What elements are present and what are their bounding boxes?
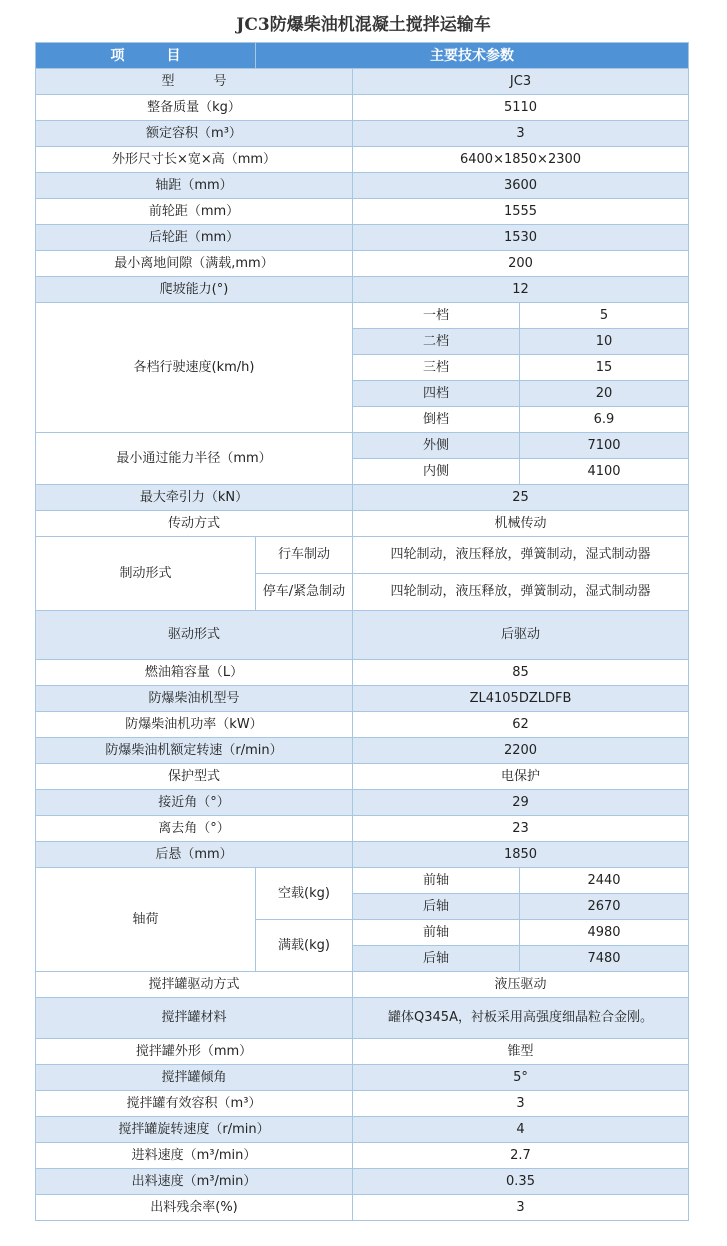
table-row <box>36 1169 689 1195</box>
table-row <box>36 790 689 816</box>
row-label: 搅拌罐材料 <box>36 998 353 1039</box>
row-label: 离去角（°） <box>36 816 353 842</box>
table-row <box>36 842 689 868</box>
row-label: 出料残余率(%) <box>36 1195 353 1221</box>
row-value: 5110 <box>353 95 689 121</box>
gear-label: 四档 <box>353 381 520 407</box>
axle-label: 前轴 <box>353 920 520 946</box>
row-value: 3600 <box>353 173 689 199</box>
row-value: 3 <box>353 1195 689 1221</box>
group-label: 最小通过能力半径（mm） <box>36 433 353 485</box>
table-row <box>36 95 689 121</box>
table-row <box>36 303 689 329</box>
brake-type-label: 行车制动 <box>256 537 353 574</box>
axle-value: 7480 <box>520 946 689 972</box>
row-label: 爬坡能力(°) <box>36 277 353 303</box>
axle-value: 4980 <box>520 920 689 946</box>
table-row <box>36 1065 689 1091</box>
row-value: 12 <box>353 277 689 303</box>
radius-label: 内侧 <box>353 459 520 485</box>
table-header-row <box>36 43 689 69</box>
table-row <box>36 511 689 537</box>
row-label: 进料速度（m³/min） <box>36 1143 353 1169</box>
row-value: 电保护 <box>353 764 689 790</box>
page-title: JC3防爆柴油机混凝土搅拌运输车 <box>236 15 491 35</box>
row-label: 额定容积（m³） <box>36 121 353 147</box>
row-value: 200 <box>353 251 689 277</box>
row-value: 机械传动 <box>353 511 689 537</box>
row-value: 1555 <box>353 199 689 225</box>
axle-label: 前轴 <box>353 868 520 894</box>
gear-label: 二档 <box>353 329 520 355</box>
row-value: 3 <box>353 121 689 147</box>
row-value: 2.7 <box>353 1143 689 1169</box>
row-label: 驱动形式 <box>36 611 353 660</box>
row-value: 罐体Q345A，衬板采用高强度细晶粒合金刚。 <box>353 998 689 1039</box>
row-label: 最大牵引力（kN） <box>36 485 353 511</box>
axle-state-label: 满载(kg) <box>256 920 353 972</box>
table-row <box>36 1143 689 1169</box>
row-label: 接近角（°） <box>36 790 353 816</box>
gear-value: 6.9 <box>520 407 689 433</box>
group-label: 制动形式 <box>36 537 256 611</box>
row-label: 整备质量（kg） <box>36 95 353 121</box>
table-row <box>36 712 689 738</box>
row-label: 防爆柴油机额定转速（r/min） <box>36 738 353 764</box>
axle-label: 后轴 <box>353 946 520 972</box>
table-row <box>36 738 689 764</box>
brake-type-label: 停车/紧急制动 <box>256 574 353 611</box>
axle-label: 后轴 <box>353 894 520 920</box>
row-value: 1850 <box>353 842 689 868</box>
row-value: 2200 <box>353 738 689 764</box>
row-value: JC3 <box>353 69 689 95</box>
row-value: 85 <box>353 660 689 686</box>
row-value: 6400×1850×2300 <box>353 147 689 173</box>
table-row <box>36 816 689 842</box>
radius-value: 7100 <box>520 433 689 459</box>
row-label: 防爆柴油机型号 <box>36 686 353 712</box>
brake-type-value: 四轮制动，液压释放，弹簧制动，湿式制动器 <box>353 537 689 574</box>
row-label: 出料速度（m³/min） <box>36 1169 353 1195</box>
row-value: 后驱动 <box>353 611 689 660</box>
table-row <box>36 173 689 199</box>
row-label: 保护型式 <box>36 764 353 790</box>
row-label: 型 号 <box>36 69 353 95</box>
axle-value: 2440 <box>520 868 689 894</box>
row-value: 62 <box>353 712 689 738</box>
row-label: 搅拌罐驱动方式 <box>36 972 353 998</box>
axle-state-label: 空载(kg) <box>256 868 353 920</box>
radius-value: 4100 <box>520 459 689 485</box>
gear-value: 15 <box>520 355 689 381</box>
gear-value: 20 <box>520 381 689 407</box>
table-row <box>36 147 689 173</box>
row-label: 传动方式 <box>36 511 353 537</box>
row-label: 燃油箱容量（L） <box>36 660 353 686</box>
group-label: 各档行驶速度(km/h) <box>36 303 353 433</box>
row-value: 4 <box>353 1117 689 1143</box>
table-row <box>36 69 689 95</box>
header-item: 项 目 <box>36 43 256 69</box>
row-label: 搅拌罐倾角 <box>36 1065 353 1091</box>
table-row <box>36 537 689 574</box>
row-label: 最小离地间隙（满载,mm） <box>36 251 353 277</box>
row-label: 搅拌罐有效容积（m³） <box>36 1091 353 1117</box>
radius-label: 外侧 <box>353 433 520 459</box>
gear-label: 倒档 <box>353 407 520 433</box>
table-row <box>36 121 689 147</box>
table-row <box>36 972 689 998</box>
header-params: 主要技术参数 <box>256 43 689 69</box>
row-value: 锥型 <box>353 1039 689 1065</box>
row-label: 外形尺寸长×宽×高（mm） <box>36 147 353 173</box>
row-value: 3 <box>353 1091 689 1117</box>
table-row <box>36 199 689 225</box>
row-label: 轴距（mm） <box>36 173 353 199</box>
table-row <box>36 1117 689 1143</box>
gear-label: 三档 <box>353 355 520 381</box>
table-row <box>36 1195 689 1221</box>
table-row <box>36 1091 689 1117</box>
row-label: 后轮距（mm） <box>36 225 353 251</box>
table-row <box>36 611 689 660</box>
table-row <box>36 485 689 511</box>
row-label: 搅拌罐外形（mm） <box>36 1039 353 1065</box>
row-value: 1530 <box>353 225 689 251</box>
table-row <box>36 225 689 251</box>
row-label: 前轮距（mm） <box>36 199 353 225</box>
row-value: 25 <box>353 485 689 511</box>
gear-value: 10 <box>520 329 689 355</box>
row-value: 29 <box>353 790 689 816</box>
row-label: 防爆柴油机功率（kW） <box>36 712 353 738</box>
table-row <box>36 660 689 686</box>
row-value: 液压驱动 <box>353 972 689 998</box>
row-value: 5° <box>353 1065 689 1091</box>
table-row <box>36 433 689 459</box>
row-label: 后悬（mm） <box>36 842 353 868</box>
spec-table <box>35 42 689 1221</box>
table-row <box>36 764 689 790</box>
row-value: 0.35 <box>353 1169 689 1195</box>
axle-value: 2670 <box>520 894 689 920</box>
row-value: ZL4105DZLDFB <box>353 686 689 712</box>
table-row <box>36 998 689 1039</box>
table-row <box>36 868 689 894</box>
table-row <box>36 1039 689 1065</box>
brake-type-value: 四轮制动，液压释放，弹簧制动，湿式制动器 <box>353 574 689 611</box>
row-value: 23 <box>353 816 689 842</box>
gear-label: 一档 <box>353 303 520 329</box>
table-row <box>36 686 689 712</box>
group-label: 轴荷 <box>36 868 256 972</box>
row-label: 搅拌罐旋转速度（r/min） <box>36 1117 353 1143</box>
gear-value: 5 <box>520 303 689 329</box>
table-row <box>36 251 689 277</box>
table-row <box>36 277 689 303</box>
